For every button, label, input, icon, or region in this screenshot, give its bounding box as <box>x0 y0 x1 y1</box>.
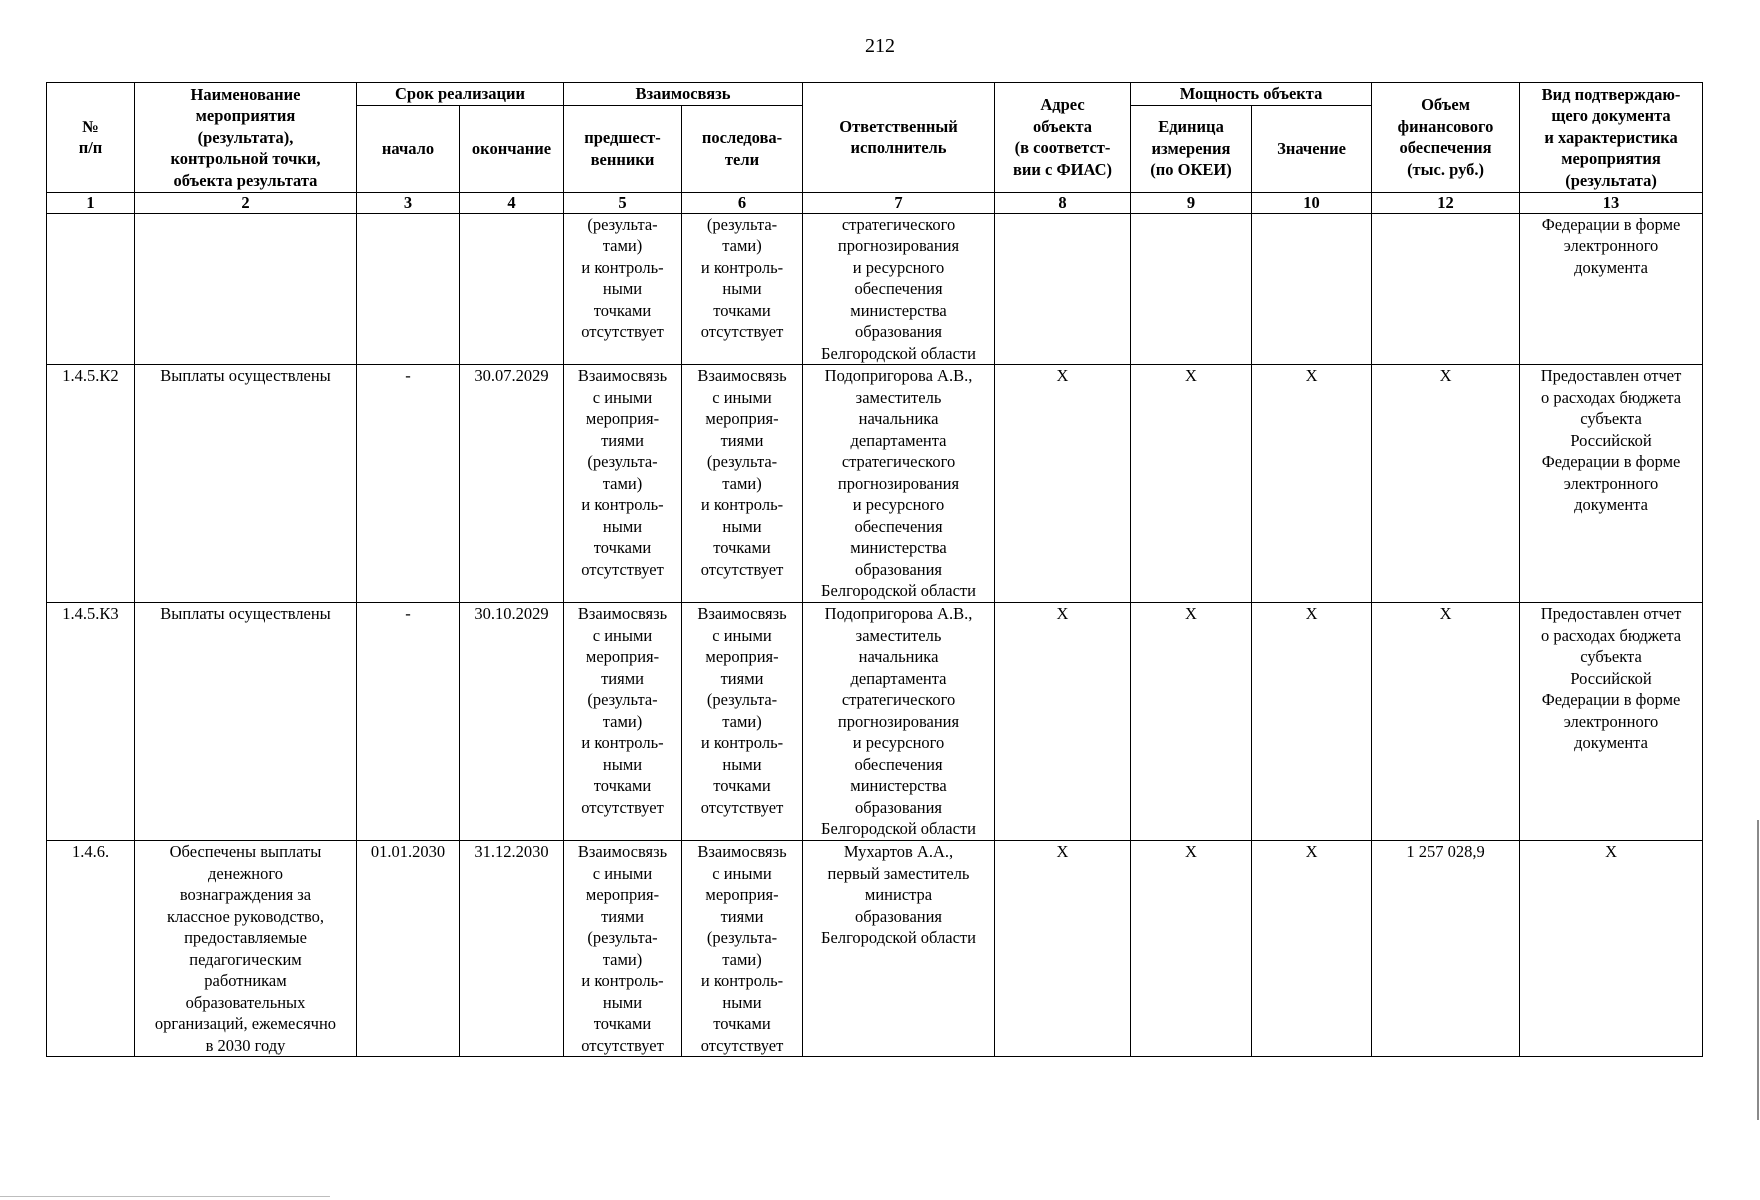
cell-number: 1.4.5.К3 <box>47 603 135 841</box>
cell-responsible: Подопригорова А.В., заместитель начальника департамента стратегического прогнозирования и ресурсного обеспечения министерства образования Белгородской области <box>803 603 995 841</box>
column-number: 2 <box>135 192 357 213</box>
scan-edge-line <box>0 1196 330 1197</box>
cell-responsible: стратегического прогнозирования и ресурсного обеспечения министерства образования Белгородской области <box>803 213 995 365</box>
cell-end: 30.07.2029 <box>460 365 564 603</box>
header-capacity-value: Значение <box>1252 105 1372 192</box>
cell-successors: Взаимосвязь с иными мероприя- тиями (результа- тами) и контроль- ными точками отсутствует <box>682 365 803 603</box>
cell-name: Выплаты осуществлены <box>135 365 357 603</box>
cell-number: 1.4.6. <box>47 841 135 1057</box>
cell-unit: X <box>1131 841 1252 1057</box>
table-row <box>47 365 1703 603</box>
header-address: Адрес объекта (в соответст- вии с ФИАС) <box>995 83 1131 193</box>
header-term-group: Срок реализации <box>357 83 564 106</box>
cell-responsible: Мухартов А.А., первый заместитель министра образования Белгородской области <box>803 841 995 1057</box>
cell-document: Федерации в форме электронного документа <box>1520 213 1703 365</box>
header-link-next: последова- тели <box>682 105 803 192</box>
cell-address: X <box>995 365 1131 603</box>
cell-end: 30.10.2029 <box>460 603 564 841</box>
header-number: № п/п <box>47 83 135 193</box>
header-capacity-group: Мощность объекта <box>1131 83 1372 106</box>
cell-start: - <box>357 603 460 841</box>
header-name: Наименование мероприятия (результата), контрольной точки, объекта результата <box>135 83 357 193</box>
cell-successors: Взаимосвязь с иными мероприя- тиями (результа- тами) и контроль- ными точками отсутствует <box>682 603 803 841</box>
cell-value: X <box>1252 841 1372 1057</box>
column-number: 3 <box>357 192 460 213</box>
cell-number: 1.4.5.К2 <box>47 365 135 603</box>
table-row <box>47 213 1703 365</box>
table-row <box>47 841 1703 1057</box>
cell-predecessors: (результа- тами) и контроль- ными точками отсутствует <box>564 213 682 365</box>
header-link-prev: предшест- венники <box>564 105 682 192</box>
cell-finance: X <box>1372 603 1520 841</box>
table-row <box>47 603 1703 841</box>
cell-name: Обеспечены выплаты денежного вознаграждения за классное руководство, предоставляемые педагогическим работникам образовательных организаций, ежемесячно в 2030 году <box>135 841 357 1057</box>
cell-document: Предоставлен отчет о расходах бюджета субъекта Российской Федерации в форме электронного документа <box>1520 603 1703 841</box>
column-number: 4 <box>460 192 564 213</box>
cell-end <box>460 213 564 365</box>
scan-edge-line <box>1757 820 1759 1120</box>
header-finance: Объем финансового обеспечения (тыс. руб.) <box>1372 83 1520 193</box>
cell-responsible: Подопригорова А.В., заместитель начальника департамента стратегического прогнозирования и ресурсного обеспечения министерства образования Белгородской области <box>803 365 995 603</box>
header-responsible: Ответственный исполнитель <box>803 83 995 193</box>
cell-successors: (результа- тами) и контроль- ными точками отсутствует <box>682 213 803 365</box>
column-number: 1 <box>47 192 135 213</box>
cell-unit: X <box>1131 365 1252 603</box>
cell-start: - <box>357 365 460 603</box>
activities-table <box>46 82 1703 1057</box>
column-numbers-row <box>47 192 1703 213</box>
cell-finance: 1 257 028,9 <box>1372 841 1520 1057</box>
cell-predecessors: Взаимосвязь с иными мероприя- тиями (результа- тами) и контроль- ными точками отсутствует <box>564 603 682 841</box>
column-number: 8 <box>995 192 1131 213</box>
cell-value <box>1252 213 1372 365</box>
column-number: 7 <box>803 192 995 213</box>
page-number: 212 <box>865 35 895 57</box>
header-link-group: Взаимосвязь <box>564 83 803 106</box>
cell-value: X <box>1252 365 1372 603</box>
header-term-start: начало <box>357 105 460 192</box>
cell-start: 01.01.2030 <box>357 841 460 1057</box>
cell-address <box>995 213 1131 365</box>
cell-document: X <box>1520 841 1703 1057</box>
cell-address: X <box>995 841 1131 1057</box>
cell-end: 31.12.2030 <box>460 841 564 1057</box>
column-number: 6 <box>682 192 803 213</box>
column-number: 12 <box>1372 192 1520 213</box>
column-number: 9 <box>1131 192 1252 213</box>
column-number: 5 <box>564 192 682 213</box>
column-number: 13 <box>1520 192 1703 213</box>
cell-name <box>135 213 357 365</box>
cell-name: Выплаты осуществлены <box>135 603 357 841</box>
cell-number <box>47 213 135 365</box>
header-document: Вид подтверждаю- щего документа и характеристика мероприятия (результата) <box>1520 83 1703 193</box>
header-term-end: окончание <box>460 105 564 192</box>
cell-finance <box>1372 213 1520 365</box>
cell-unit: X <box>1131 603 1252 841</box>
table-header <box>47 83 1703 214</box>
cell-successors: Взаимосвязь с иными мероприя- тиями (результа- тами) и контроль- ными точками отсутствует <box>682 841 803 1057</box>
header-capacity-unit: Единица измерения (по ОКЕИ) <box>1131 105 1252 192</box>
cell-unit <box>1131 213 1252 365</box>
cell-predecessors: Взаимосвязь с иными мероприя- тиями (результа- тами) и контроль- ными точками отсутствует <box>564 841 682 1057</box>
cell-address: X <box>995 603 1131 841</box>
column-number: 10 <box>1252 192 1372 213</box>
cell-finance: X <box>1372 365 1520 603</box>
cell-value: X <box>1252 603 1372 841</box>
cell-document: Предоставлен отчет о расходах бюджета субъекта Российской Федерации в форме электронного документа <box>1520 365 1703 603</box>
cell-predecessors: Взаимосвязь с иными мероприя- тиями (результа- тами) и контроль- ными точками отсутствует <box>564 365 682 603</box>
cell-start <box>357 213 460 365</box>
